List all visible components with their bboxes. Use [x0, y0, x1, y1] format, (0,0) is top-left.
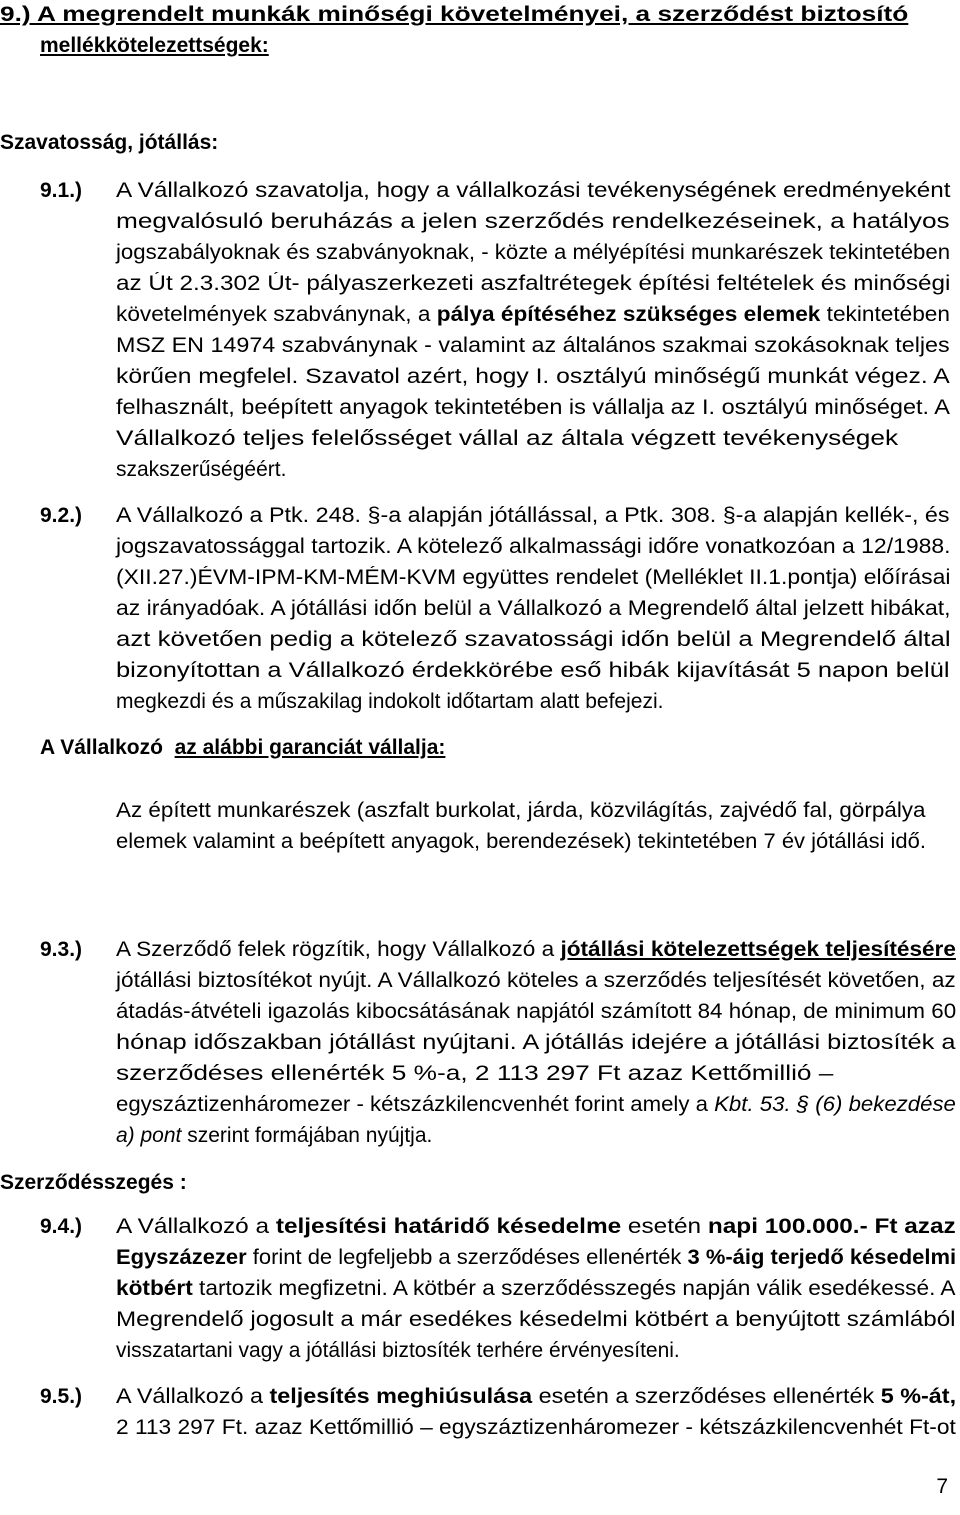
clause-text: azt követően pedig a kötelező szavatossági időn belül a Megrendelő által [116, 628, 951, 651]
warranty-title: Szavatosság, jótállás: [0, 131, 219, 154]
clause-number: 9.2.) [40, 504, 83, 527]
clause-text: az irányadóak. A jótállási időn belül a Vállalkozó a Megrendelő által jelzett hibákat, [116, 597, 951, 620]
clause-text: az Út 2.3.302 Út- pályaszerkezeti aszfaltrétegek építési feltételek és minőségi [116, 272, 951, 295]
clause-text: átadás-átvételi igazolás kibocsátásának napjától számított 84 hónap, de minimum 60 [116, 1000, 957, 1023]
clause-text: szakszerűségéért. [116, 458, 287, 481]
clause-number: 9.3.) [40, 938, 83, 961]
clause-text: MSZ EN 14974 szabványnak - valamint az általános szakmai szokásoknak teljes [116, 334, 950, 357]
clause-text: bizonyítottan a Vállalkozó érdekkörébe eső hibák kijavítását 5 napon belül [116, 659, 950, 682]
clause-text: felhasznált, beépített anyagok tekintetében is vállalja az I. osztályú minőséget. A [116, 396, 950, 419]
clause-text: követelmények szabványnak, a pálya építéséhez szükséges elemek tekintetében [116, 303, 950, 326]
clause-text: A Szerződő felek rögzítik, hogy Vállalkozó a jótállási kötelezettségek teljesítésére [116, 938, 956, 961]
clause-text: A Vállalkozó a teljesítési határidő késedelme esetén napi 100.000.- Ft azaz [116, 1215, 956, 1238]
clause-text: A Vállalkozó a Ptk. 248. §-a alapján jótállással, a Ptk. 308. §-a alapján kellék-, és [116, 504, 950, 527]
guarantee-text: elemek valamint a beépített anyagok, berendezések) tekintetében 7 év jótállási idő. [116, 830, 926, 853]
clause-text: A Vállalkozó a teljesítés meghiúsulása esetén a szerződéses ellenérték 5 %-át, [116, 1385, 957, 1408]
clause-number: 9.4.) [40, 1215, 83, 1238]
section-heading: 9.) A megrendelt munkák minőségi követelményei, a szerződést biztosító [0, 3, 909, 26]
clause-text: hónap időszakban jótállást nyújtani. A jótállás idejére a jótállási biztosíték a [116, 1031, 956, 1054]
clause-text: Vállalkozó teljes felelősséget vállal az általa végzett tevékenységek [116, 427, 899, 450]
guarantee-text: Az épített munkarészek (aszfalt burkolat, járda, közvilágítás, zajvédő fal, görpálya [116, 799, 926, 822]
penalty-title: Szerződésszegés : [0, 1171, 187, 1194]
page-number: 7 [936, 1475, 948, 1498]
clause-number: 9.5.) [40, 1385, 83, 1408]
clause-text: megvalósuló beruházás a jelen szerződés rendelkezéseinek, a hatályos [116, 210, 950, 233]
clause-text: visszatartani vagy a jótállási biztosíték terhére érvényesíteni. [116, 1339, 680, 1362]
clause-number: 9.1.) [40, 179, 83, 202]
clause-text: 2 113 297 Ft. azaz Kettőmillió – egyszáztizenháromezer - kétszázkilencvenhét Ft-ot [116, 1416, 956, 1439]
clause-text: Egyszázezer forint de legfeljebb a szerződéses ellenérték 3 %-áig terjedő késedelmi [116, 1246, 957, 1269]
clause-text: (XII.27.)ÉVM-IPM-KM-MÉM-KVM együttes rendelet (Melléklet II.1.pontja) előírásai [116, 566, 951, 589]
clause-text: megkezdi és a műszakilag indokolt időtartam alatt befejezi. [116, 690, 664, 713]
clause-text: körűen megfelel. Szavatol azért, hogy I. osztályú minőségű munkát végez. A [116, 365, 950, 388]
clause-text: jogszabályoknak és szabványoknak, - közte a mélyépítési munkarészek tekintetében [116, 241, 951, 264]
clause-text: Megrendelő jogosult a már esedékes késedelmi kötbért a benyújtott számlából [116, 1308, 956, 1331]
clause-text: jótállási biztosítékot nyújt. A Vállalkozó köteles a szerződés teljesítését követően, az [116, 969, 956, 992]
clause-text: a) pont szerint formájában nyújtja. [116, 1124, 433, 1147]
clause-text: egyszáztizenháromezer - kétszázkilencvenhét forint amely a Kbt. 53. § (6) bekezdése [116, 1093, 956, 1116]
clause-text: kötbért tartozik megfizetni. A kötbér a szerződésszegés napján válik esedékessé. A [116, 1277, 956, 1300]
clause-text: A Vállalkozó szavatolja, hogy a vállalkozási tevékenységének eredményeként [116, 179, 951, 202]
guarantee-title: A Vállalkozó az alábbi garanciát vállalja: [40, 736, 446, 759]
clause-text: szerződéses ellenérték 5 %-a, 2 113 297 Ft azaz Kettőmillió – [116, 1062, 834, 1085]
section-heading-cont: mellékkötelezettségek: [40, 34, 269, 57]
clause-text: jogszavatossággal tartozik. A kötelező alkalmassági időre vonatkozóan a 12/1988. [116, 535, 951, 558]
